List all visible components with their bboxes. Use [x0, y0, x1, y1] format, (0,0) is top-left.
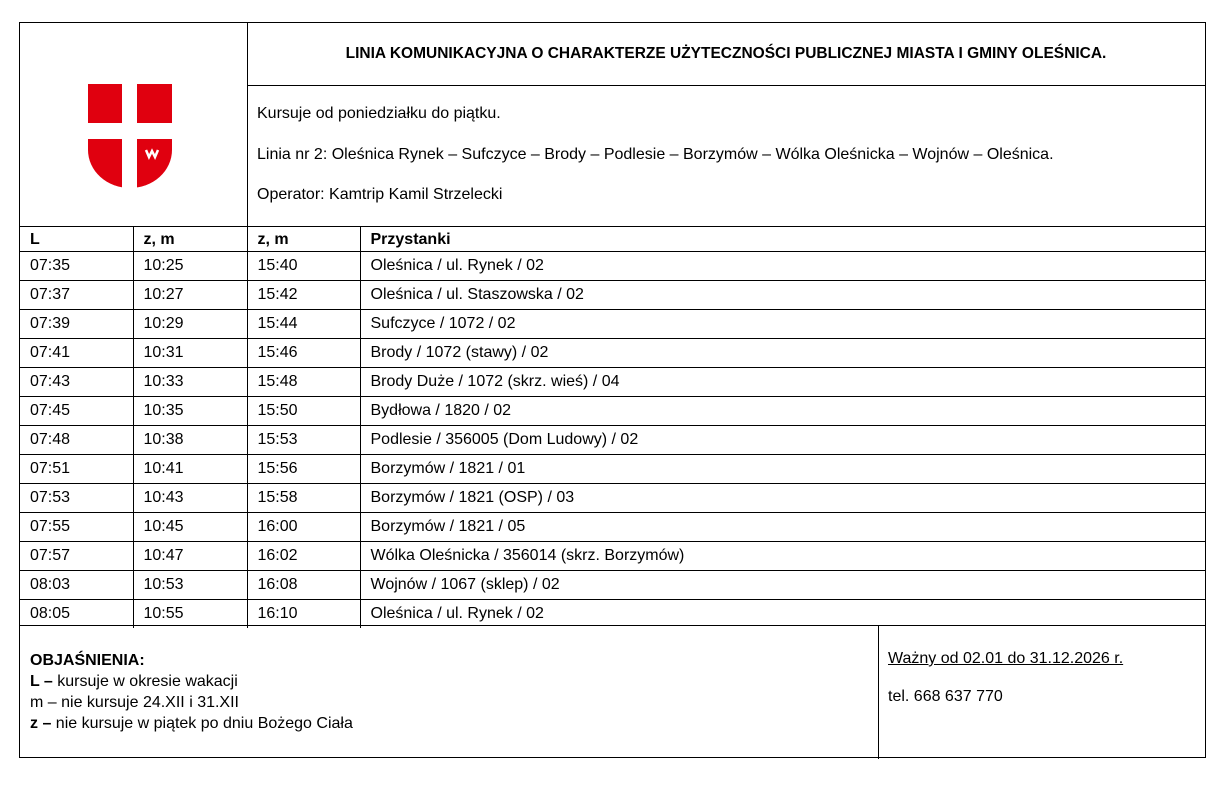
departure-time: 10:43 — [133, 484, 247, 513]
column-header: L — [20, 227, 133, 252]
stop-name: Brody / 1072 (stawy) / 02 — [360, 339, 1206, 368]
departure-time: 15:48 — [247, 368, 360, 397]
operating-days: Kursuje od poniedziałku do piątku. — [257, 105, 501, 122]
column-header: z, m — [247, 227, 360, 252]
logo-cell — [20, 23, 248, 226]
table-row — [20, 339, 1206, 368]
column-header: z, m — [133, 227, 247, 252]
stop-name: Borzymów / 1821 / 01 — [360, 455, 1206, 484]
footer — [20, 625, 1206, 759]
timetable-document — [19, 22, 1206, 758]
departure-time: 07:43 — [20, 368, 133, 397]
schedule-table — [20, 226, 1206, 628]
departure-time: 10:25 — [133, 252, 247, 281]
stop-name: Oleśnica / ul. Rynek / 02 — [360, 252, 1206, 281]
departure-time: 16:02 — [247, 542, 360, 571]
departure-time: 07:57 — [20, 542, 133, 571]
table-row — [20, 252, 1206, 281]
departure-time: 10:27 — [133, 281, 247, 310]
table-row — [20, 310, 1206, 339]
table-row — [20, 571, 1206, 600]
departure-time: 07:41 — [20, 339, 133, 368]
departure-time: 15:50 — [247, 397, 360, 426]
departure-time: 15:56 — [247, 455, 360, 484]
validity-period: Ważny od 02.01 do 31.12.2026 r. — [888, 650, 1124, 667]
legend-item: m – nie kursuje 24.XII i 31.XII — [30, 694, 239, 711]
page-title: LINIA KOMUNIKACYJNA O CHARAKTERZE UŻYTECZNOŚCI PUBLICZNEJ MIASTA I GMINY OLEŚNICA. — [247, 23, 1205, 86]
departure-time: 10:55 — [133, 600, 247, 629]
table-row — [20, 542, 1206, 571]
stop-name: Oleśnica / ul. Staszowska / 02 — [360, 281, 1206, 310]
validity-cell — [878, 626, 1206, 759]
column-header: Przystanki — [360, 227, 1206, 252]
stop-name: Oleśnica / ul. Rynek / 02 — [360, 600, 1206, 629]
table-row — [20, 484, 1206, 513]
departure-time: 07:35 — [20, 252, 133, 281]
departure-time: 07:53 — [20, 484, 133, 513]
departure-time: 16:00 — [247, 513, 360, 542]
table-row — [20, 281, 1206, 310]
departure-time: 10:38 — [133, 426, 247, 455]
departure-time: 07:37 — [20, 281, 133, 310]
table-row — [20, 397, 1206, 426]
operator: Operator: Kamtrip Kamil Strzelecki — [257, 186, 503, 203]
departure-time: 08:03 — [20, 571, 133, 600]
legend-item: z – nie kursuje w piątek po dniu Bożego Ciała — [30, 715, 353, 732]
coat-of-arms-icon — [88, 84, 172, 188]
departure-time: 10:29 — [133, 310, 247, 339]
table-row — [20, 368, 1206, 397]
departure-time: 10:45 — [133, 513, 247, 542]
stop-name: Bydłowa / 1820 / 02 — [360, 397, 1206, 426]
stop-name: Wojnów / 1067 (sklep) / 02 — [360, 571, 1206, 600]
departure-time: 10:47 — [133, 542, 247, 571]
stop-name: Podlesie / 356005 (Dom Ludowy) / 02 — [360, 426, 1206, 455]
line-info — [247, 85, 1205, 226]
table-row — [20, 426, 1206, 455]
departure-time: 07:45 — [20, 397, 133, 426]
stop-name: Borzymów / 1821 / 05 — [360, 513, 1206, 542]
table-row — [20, 600, 1206, 629]
departure-time: 15:40 — [247, 252, 360, 281]
legend — [30, 650, 353, 734]
departure-time: 08:05 — [20, 600, 133, 629]
departure-time: 15:44 — [247, 310, 360, 339]
stop-name: Sufczyce / 1072 / 02 — [360, 310, 1206, 339]
departure-time: 10:53 — [133, 571, 247, 600]
departure-time: 07:55 — [20, 513, 133, 542]
departure-time: 10:35 — [133, 397, 247, 426]
departure-time: 07:48 — [20, 426, 133, 455]
phone-number: tel. 668 637 770 — [888, 688, 1003, 705]
departure-time: 07:39 — [20, 310, 133, 339]
departure-time: 16:10 — [247, 600, 360, 629]
departure-time: 10:41 — [133, 455, 247, 484]
legend-item: L – kursuje w okresie wakacji — [30, 673, 238, 690]
departure-time: 16:08 — [247, 571, 360, 600]
table-row — [20, 513, 1206, 542]
departure-time: 10:31 — [133, 339, 247, 368]
departure-time: 07:51 — [20, 455, 133, 484]
legend-title: OBJAŚNIENIA: — [30, 652, 145, 669]
stop-name: Borzymów / 1821 (OSP) / 03 — [360, 484, 1206, 513]
departure-time: 15:42 — [247, 281, 360, 310]
departure-time: 15:58 — [247, 484, 360, 513]
table-row — [20, 455, 1206, 484]
departure-time: 15:46 — [247, 339, 360, 368]
route-description: Linia nr 2: Oleśnica Rynek – Sufczyce – Brody – Podlesie – Borzymów – Wólka Oleśnicka – Wojnów – Oleśnica. — [257, 146, 1054, 163]
stop-name: Wólka Oleśnicka / 356014 (skrz. Borzymów) — [360, 542, 1206, 571]
stop-name: Brody Duże / 1072 (skrz. wieś) / 04 — [360, 368, 1206, 397]
departure-time: 10:33 — [133, 368, 247, 397]
departure-time: 15:53 — [247, 426, 360, 455]
